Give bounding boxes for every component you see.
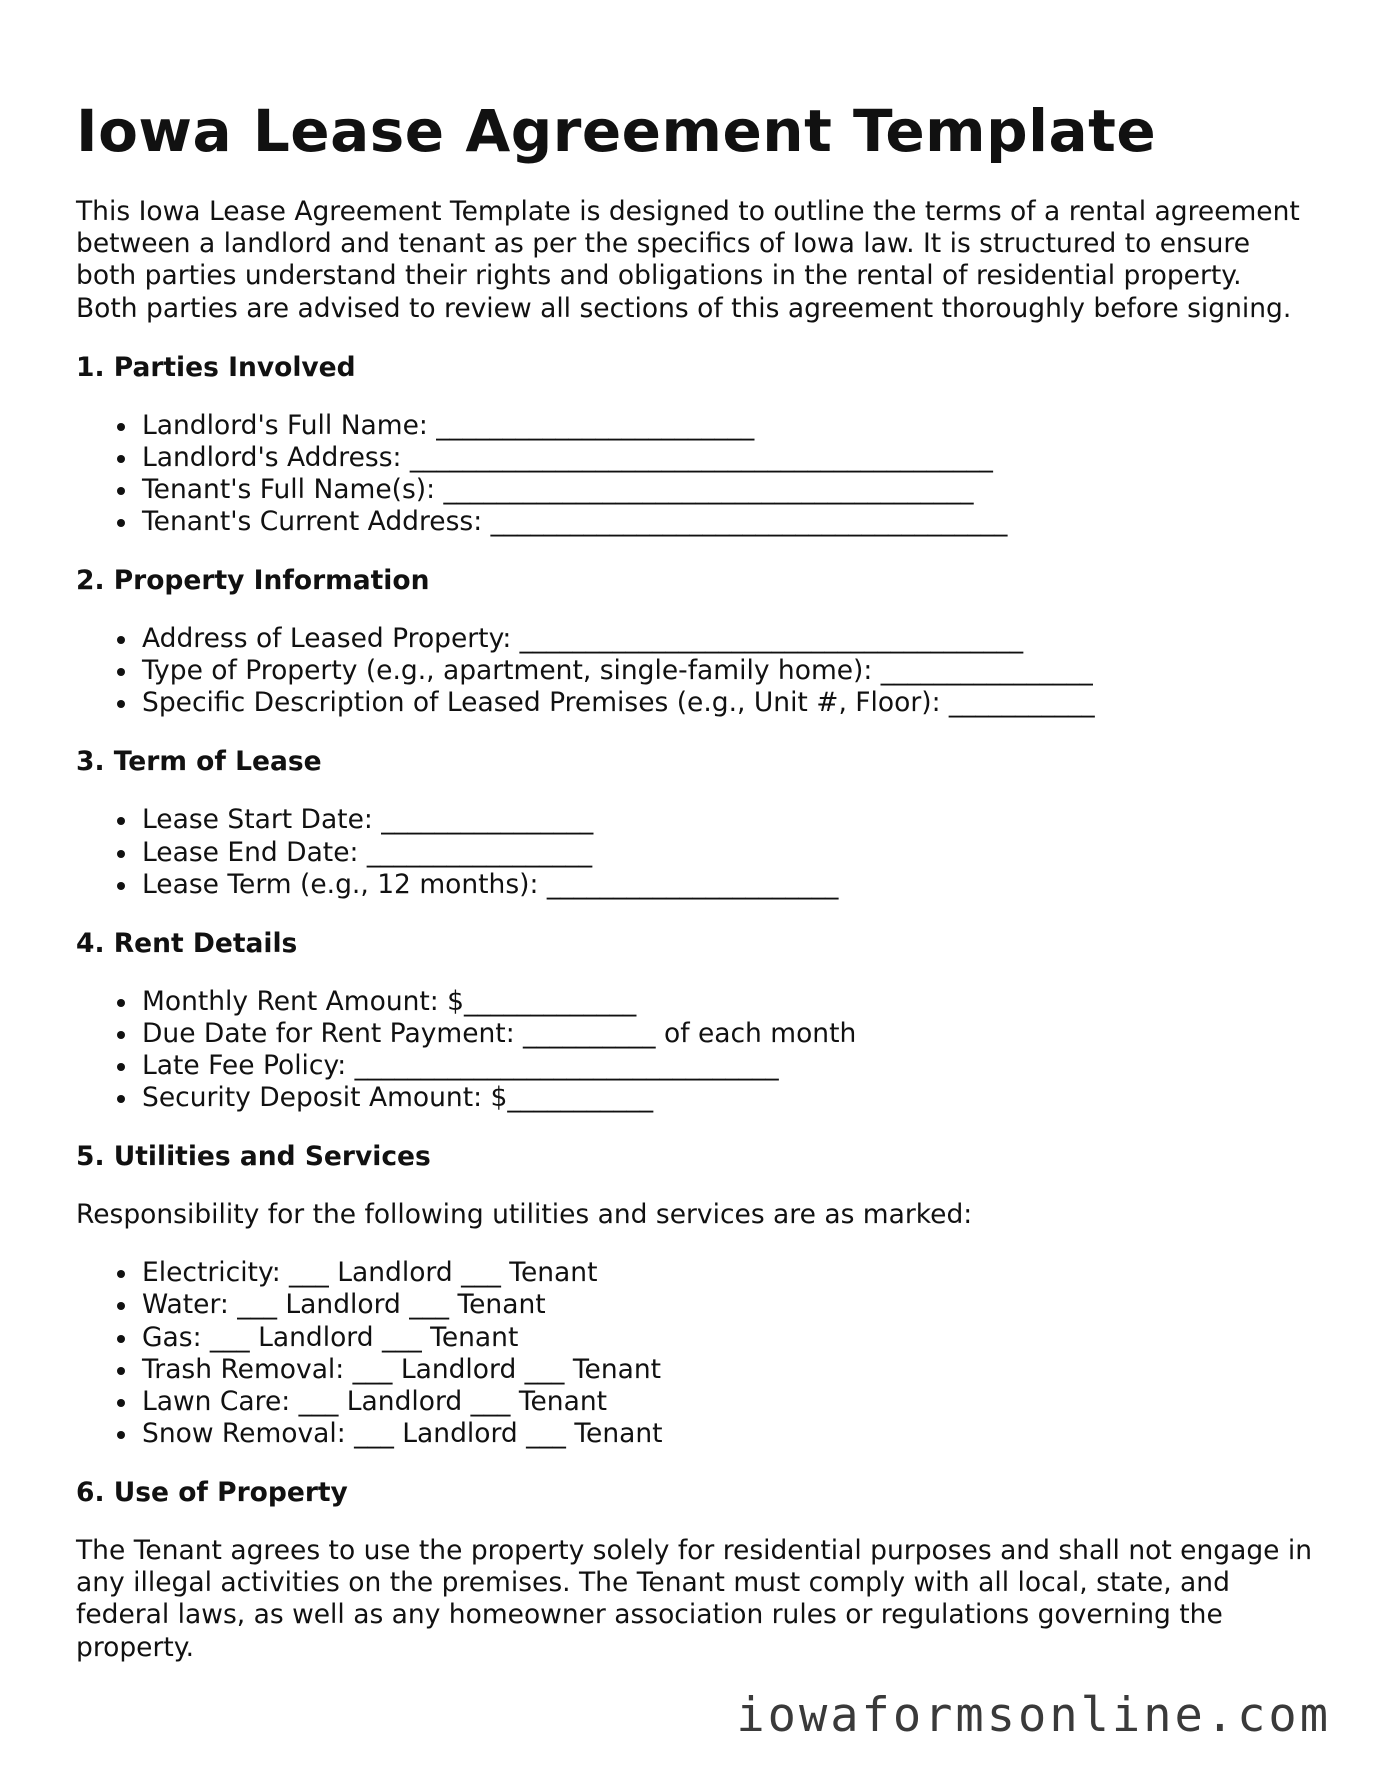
list-item: Lease Term (e.g., 12 months): ______________________ bbox=[142, 869, 1316, 901]
list-item: Electricity: ___ Landlord ___ Tenant bbox=[142, 1257, 1316, 1289]
site-watermark: iowaformsonline.com bbox=[736, 1688, 1331, 1743]
list-item: Water: ___ Landlord ___ Tenant bbox=[142, 1289, 1316, 1321]
list-item: Trash Removal: ___ Landlord ___ Tenant bbox=[142, 1354, 1316, 1386]
list-item: Tenant's Full Name(s): ________________________________________ bbox=[142, 474, 1316, 506]
list-item: Landlord's Address: ____________________________________________ bbox=[142, 442, 1316, 474]
list-item: Type of Property (e.g., apartment, single-family home): ________________ bbox=[142, 655, 1316, 687]
list-item: Gas: ___ Landlord ___ Tenant bbox=[142, 1322, 1316, 1354]
section-heading-parties: 1. Parties Involved bbox=[76, 351, 356, 383]
list-item: Specific Description of Leased Premises (e.g., Unit #, Floor): ___________ bbox=[142, 687, 1316, 719]
intro-paragraph: This Iowa Lease Agreement Template is designed to outline the terms of a rental agreement between a landlord and tenant as per the specifics of Iowa law. It is structured to ensure both parties understand their rights and obligations in the rental of residential property. Both parties are advised to review all sections of this agreement thoroughly before signing. bbox=[76, 196, 1300, 324]
use-paragraph: The Tenant agrees to use the property solely for residential purposes and shall not engage in any illegal activities on the premises. The Tenant must comply with all local, state, and federal laws, as well as any homeowner association rules or regulations governing the property. bbox=[76, 1534, 1313, 1663]
document-title: Iowa Lease Agreement Template bbox=[76, 97, 1157, 165]
section-heading-term: 3. Term of Lease bbox=[76, 746, 322, 778]
section-heading-use: 6. Use of Property bbox=[76, 1476, 348, 1508]
document-page bbox=[76, 0, 1316, 1664]
term-list bbox=[76, 804, 1316, 900]
rent-list bbox=[76, 986, 1316, 1114]
list-item: Security Deposit Amount: $___________ bbox=[142, 1082, 1316, 1114]
parties-list bbox=[76, 410, 1316, 538]
list-item: Monthly Rent Amount: $_____________ bbox=[142, 986, 1316, 1018]
list-item: Due Date for Rent Payment: __________ of each month bbox=[142, 1018, 1316, 1050]
list-item: Address of Leased Property: ______________________________________ bbox=[142, 623, 1316, 655]
list-item: Lease Start Date: ________________ bbox=[142, 804, 1316, 836]
list-item: Snow Removal: ___ Landlord ___ Tenant bbox=[142, 1418, 1316, 1450]
list-item: Landlord's Full Name: ________________________ bbox=[142, 410, 1316, 442]
utilities-list bbox=[76, 1257, 1316, 1450]
section-heading-property: 2. Property Information bbox=[76, 565, 430, 597]
list-item: Lease End Date: _________________ bbox=[142, 837, 1316, 869]
list-item: Late Fee Policy: ________________________________ bbox=[142, 1050, 1316, 1082]
section-heading-utilities: 5. Utilities and Services bbox=[76, 1141, 431, 1173]
section-heading-rent: 4. Rent Details bbox=[76, 927, 298, 959]
property-list bbox=[76, 623, 1316, 719]
utilities-lead: Responsibility for the following utilities and services are as marked: bbox=[76, 1199, 973, 1231]
list-item: Lawn Care: ___ Landlord ___ Tenant bbox=[142, 1386, 1316, 1418]
list-item: Tenant's Current Address: _______________________________________ bbox=[142, 506, 1316, 538]
